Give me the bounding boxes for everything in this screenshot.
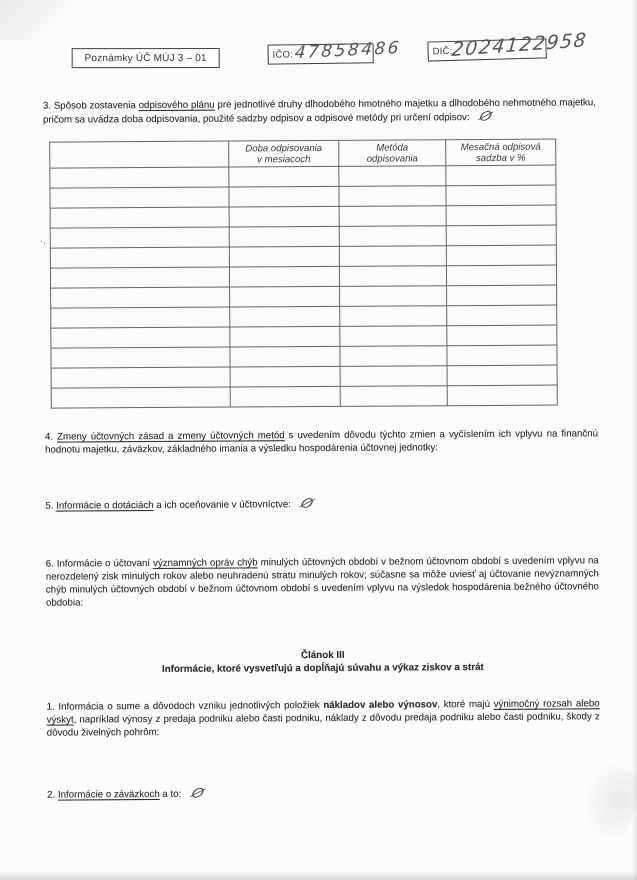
table-cell	[229, 226, 339, 247]
table-cell	[447, 305, 557, 326]
table-cell	[51, 387, 230, 408]
table-cell	[446, 245, 556, 266]
table-cell	[51, 347, 230, 368]
table-cell	[229, 166, 339, 187]
stray-ink-mark: ·,	[38, 235, 47, 247]
paragraph-item-3	[43, 96, 596, 126]
table-cell	[230, 346, 340, 367]
ico-value-handwritten: 47858486	[293, 38, 402, 64]
text-segment: minulých účtovných období v bežnom účtovnom období s uvedením vplyvu na nerozdelený zisk minulých rokov alebo neuhradenú stratu minulých rokov; súčasne sa môže uviesť aj účtovanie nevýznamných chýb minulých účtovných období v bežnom účtovnom období s uvedením vplyvu na výsledok hospodárenia bežného účtovného obdobia:	[45, 555, 599, 609]
table-cell	[340, 346, 447, 367]
table-cell	[50, 187, 229, 208]
table-cell	[229, 266, 339, 287]
depreciation-table	[49, 139, 558, 409]
text-segment: Zmeny účtovných zásad a zmeny účtovných metód	[57, 430, 285, 443]
table-row	[51, 385, 557, 408]
dic-box	[427, 29, 589, 61]
table-cell	[339, 226, 446, 247]
paragraph-item-4	[45, 427, 598, 456]
text-segment: pre jednotlivé druhy dlhodobého hmotného majetku a dlhodobého nehmotného majetku, pričom sa uvádza doba odpisovania, použité sadzby odpisov a odpisové metódy pri určení odpisov:	[43, 97, 596, 126]
table-cell	[50, 267, 229, 288]
table-cell	[229, 206, 339, 227]
text-segment: s uvedením dôvodu týchto zmien a vyčíslením ich vplyvu na finančnú hodnotu majetku, záväzkov, základného imania a výsledku hospodárenia účtovnej jednotky:	[45, 428, 599, 456]
article-subtitle: Informácie, ktoré vysvetľujú a dopĺňajú súvahu a výkaz ziskov a strát	[161, 661, 484, 675]
text-segment: a to:	[159, 788, 182, 800]
table-cell	[339, 246, 446, 267]
table-cell	[340, 326, 447, 347]
table-cell	[446, 185, 556, 206]
paragraph-text	[46, 555, 599, 608]
table-cell	[230, 366, 340, 387]
text-segment: a ich oceňovanie v účtovníctve:	[153, 499, 292, 512]
table-cell	[51, 327, 230, 348]
table-cell	[446, 205, 556, 226]
text-segment: 6. Informácie o účtovaní	[45, 558, 154, 570]
text-segment: Informácie o dotáciách	[56, 500, 154, 512]
table-cell	[446, 165, 556, 186]
table-cell	[230, 286, 340, 307]
table-cell	[340, 286, 447, 307]
dic-value-handwritten: 2024122958	[450, 29, 589, 61]
table-cell	[340, 386, 447, 407]
text-segment: nákladov alebo výnosov	[323, 699, 438, 711]
text-segment: odpisového plánu	[138, 99, 215, 112]
dic-label: DIČ:	[432, 45, 453, 58]
article-title: Článok III	[301, 649, 345, 662]
ico-label: IČO:	[272, 49, 294, 61]
table-cell	[446, 225, 556, 246]
text-segment: 4.	[44, 431, 58, 443]
table-header-monthly-rate: Mesačná odpisová sadzba v %	[446, 139, 556, 166]
table-cell	[230, 306, 340, 327]
table-header-row	[50, 139, 556, 168]
paragraph-item-5	[45, 496, 465, 513]
article3-paragraph-2	[47, 785, 467, 802]
table-cell	[447, 325, 557, 346]
table-cell	[447, 285, 557, 306]
paragraph-text	[45, 428, 598, 455]
ico-box	[268, 38, 402, 64]
table-cell	[51, 307, 230, 328]
text-segment: Informácie o záväzkoch	[57, 788, 160, 801]
text-segment: , ktoré majú	[437, 698, 494, 711]
article-heading	[46, 647, 599, 676]
table-cell	[229, 246, 339, 267]
table-header-depreciation-period: Doba odpisovania v mesiacoch	[229, 140, 339, 167]
table-cell	[339, 186, 446, 207]
table-cell	[229, 186, 339, 207]
text-segment: významných opráv chýb	[153, 557, 258, 570]
table-cell	[447, 385, 557, 406]
article3-paragraph-1	[47, 697, 600, 739]
table-cell	[230, 386, 340, 407]
text-segment: 5.	[45, 500, 57, 512]
table-header-method: Metóda odpisovania	[339, 140, 446, 167]
table-body	[50, 165, 557, 408]
table-cell	[447, 365, 557, 386]
scan-edge-bottom	[0, 871, 637, 880]
scan-edge-right	[632, 0, 637, 880]
table-cell	[447, 345, 557, 366]
handwritten-empty-mark: Ø	[476, 108, 495, 126]
table-cell	[51, 367, 230, 388]
table-cell	[340, 306, 447, 327]
text-segment: , napríklad výnosy z predaja podniku alebo časti podniku, náklady z dôvodu predaja podniku alebo časti podniku, škody z dôvodu živelných pohrôm:	[46, 711, 600, 739]
table-cell	[339, 166, 446, 187]
text-segment: výnimočný rozsah alebo výskyt	[46, 698, 600, 726]
paragraph-text	[43, 97, 596, 125]
table-cell	[230, 326, 340, 347]
table-cell	[50, 207, 229, 228]
table-cell	[339, 266, 446, 287]
table-cell	[51, 287, 230, 308]
paragraph-text	[45, 499, 291, 511]
handwritten-empty-mark: Ø	[298, 495, 316, 513]
form-code-label: Poznámky ÚČ MÚJ 3 – 01	[84, 52, 207, 64]
table-cell	[50, 167, 229, 188]
paragraph-text	[47, 698, 600, 738]
table-cell	[339, 206, 446, 227]
form-code-box	[72, 48, 220, 68]
table-cell	[50, 247, 229, 268]
table-cell	[446, 265, 556, 286]
table-cell	[340, 366, 447, 387]
paragraph-item-6	[46, 554, 599, 609]
text-segment: 3. Spôsob zostavenia	[42, 100, 139, 112]
text-segment: 2.	[47, 789, 58, 801]
table-header-item	[50, 141, 229, 168]
paragraph-text	[47, 789, 181, 801]
handwritten-empty-mark: Ø	[188, 785, 207, 803]
table-cell	[50, 227, 229, 248]
text-segment: 1. Informácia o sume a dôvodoch vzniku jednotlivých položiek	[46, 699, 324, 713]
